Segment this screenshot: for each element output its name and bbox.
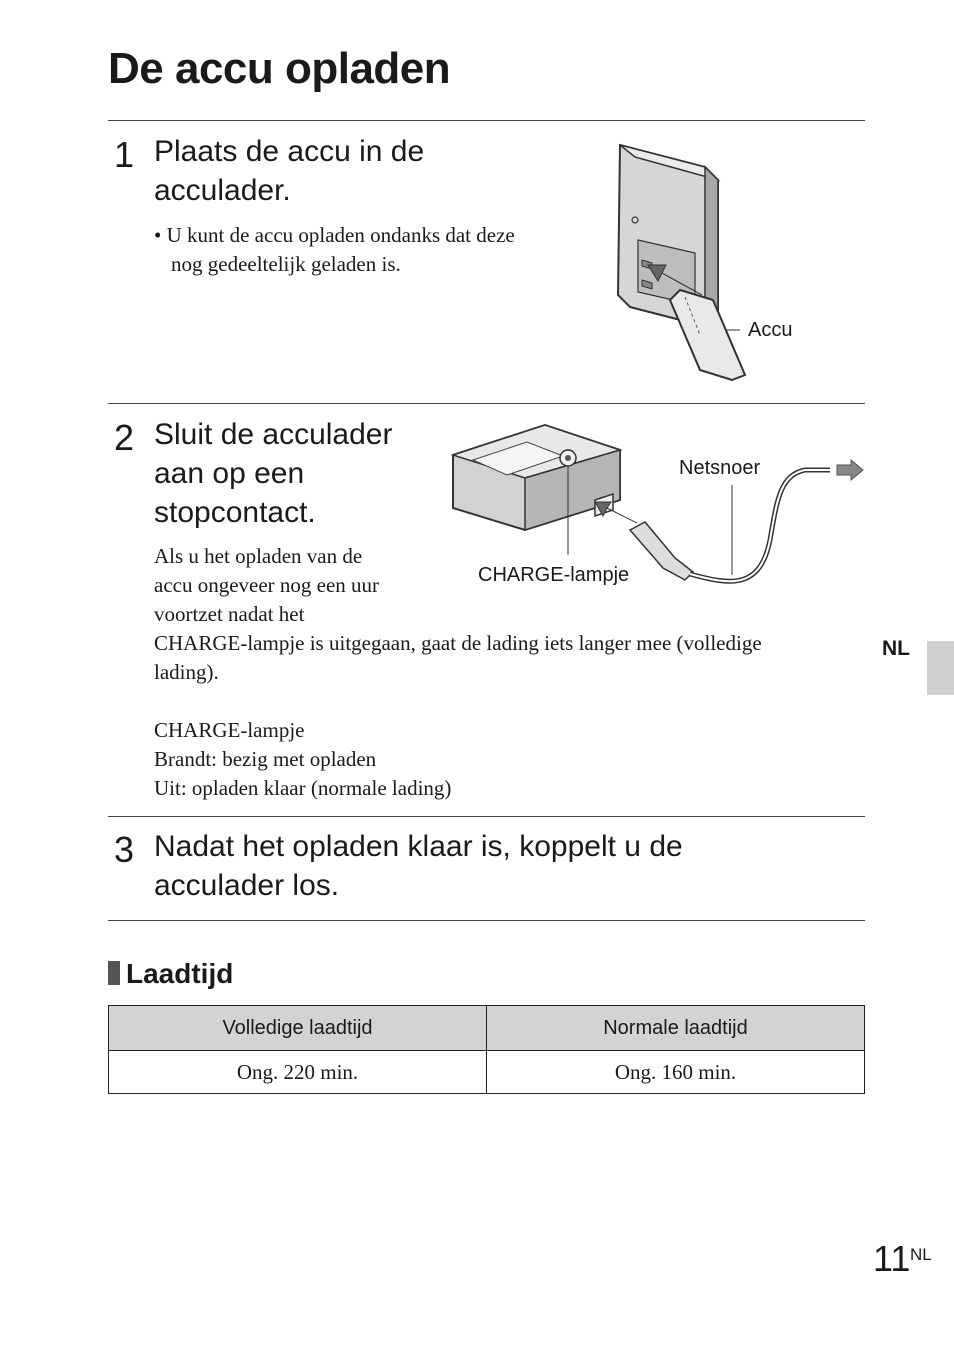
charge-time-table [108, 1005, 865, 1094]
step-heading [154, 827, 683, 905]
language-tab [927, 641, 954, 695]
step-heading-line: Nadat het opladen klaar is, koppelt u de [154, 830, 683, 863]
lamp-label: CHARGE-lampje [478, 564, 630, 586]
section-heading [108, 958, 233, 990]
step-body-line: voortzet nadat het [154, 602, 305, 626]
step-body-line: lading). [154, 660, 219, 684]
step-number: 2 [114, 417, 135, 458]
step-heading [154, 415, 392, 532]
table-header-normal: Normale laadtijd [487, 1006, 865, 1051]
table-cell-full: Ong. 220 min. [109, 1051, 487, 1094]
step-body-line: CHARGE-lampje is uitgegaan, gaat de lading iets langer mee (volledige [154, 631, 762, 655]
step-heading-line: Plaats de accu in de [154, 135, 425, 168]
table-row [109, 1051, 865, 1094]
divider [108, 120, 865, 121]
page-title: De accu opladen [108, 44, 451, 93]
bullet-text: U kunt de accu opladen ondanks dat deze [166, 223, 515, 247]
step-heading [154, 132, 424, 210]
step-body-line: accu ongeveer nog een uur [154, 573, 380, 597]
divider [108, 403, 865, 404]
bullet-marker: • [154, 223, 162, 247]
table-header-row [109, 1006, 865, 1051]
charger-battery-illustration [600, 135, 830, 390]
lamp-legend [154, 716, 451, 803]
divider [108, 920, 865, 921]
step-heading-line: acculader los. [154, 869, 340, 902]
step-heading-line: aan op een [154, 457, 305, 490]
divider [108, 816, 865, 817]
step-number: 1 [114, 134, 135, 175]
cord-label: Netsnoer [679, 457, 761, 479]
table-cell-normal: Ong. 160 min. [487, 1051, 865, 1094]
charger-outlet-illustration [445, 420, 865, 595]
step-body-line: Als u het opladen van de [154, 544, 363, 568]
step-heading-line: acculader. [154, 174, 291, 207]
lamp-legend-off: Uit: opladen klaar (normale lading) [154, 776, 452, 800]
step-number: 3 [114, 829, 135, 870]
bullet-text-continued: nog gedeeltelijk geladen is. [171, 252, 401, 276]
section-heading-text: Laadtijd [126, 958, 234, 989]
step-heading-line: stopcontact. [154, 496, 316, 529]
page-number: 11 [873, 1238, 911, 1279]
table-header-full: Volledige laadtijd [109, 1006, 487, 1051]
page-number-suffix: NL [910, 1245, 932, 1264]
lamp-legend-title: CHARGE-lampje [154, 718, 305, 742]
section-marker-icon [108, 961, 120, 985]
step-bullet [154, 221, 515, 250]
language-tab-label: NL [882, 637, 910, 660]
battery-label: Accu [748, 319, 793, 341]
lamp-legend-on: Brandt: bezig met opladen [154, 747, 377, 771]
step-heading-line: Sluit de acculader [154, 418, 393, 451]
